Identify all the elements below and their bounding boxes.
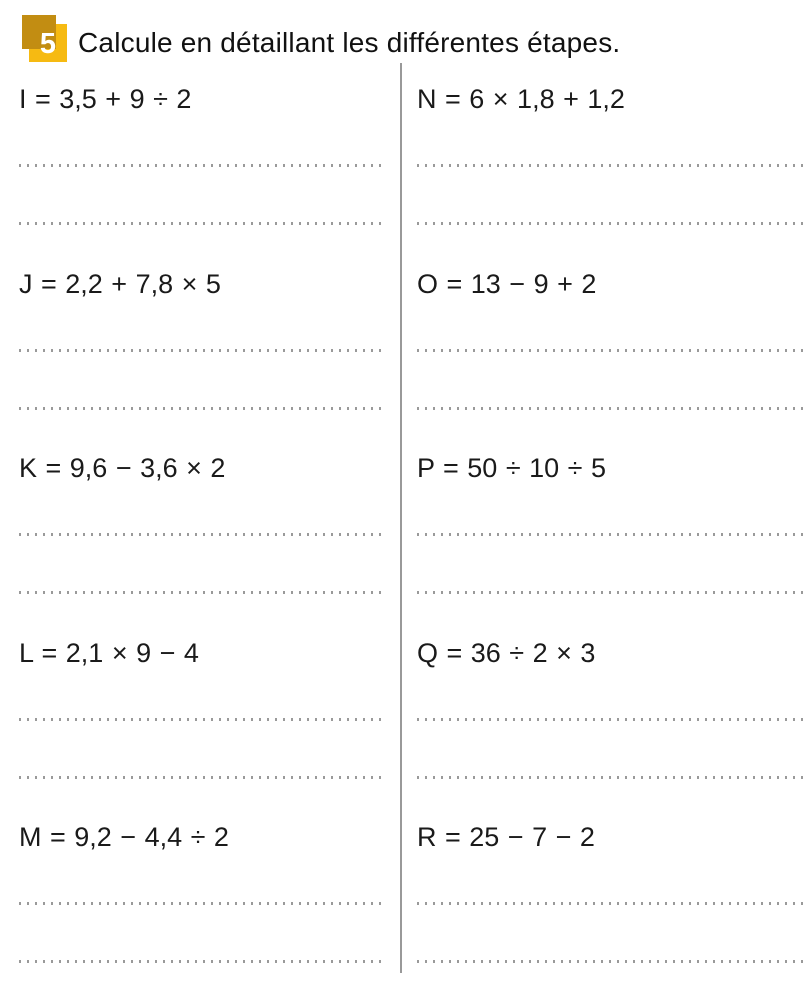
exercise-item-N [417, 70, 803, 255]
right-column [401, 70, 803, 993]
answer-line [19, 222, 386, 225]
expression-P: P = 50 ÷ 10 ÷ 5 [417, 453, 607, 484]
answer-line [19, 718, 386, 721]
expression-K: K = 9,6 − 3,6 × 2 [19, 453, 226, 484]
left-column [0, 70, 401, 993]
expression-Q: Q = 36 ÷ 2 × 3 [417, 637, 596, 668]
expression-M: M = 9,2 − 4,4 ÷ 2 [19, 822, 229, 853]
exercise-item-L [19, 624, 386, 809]
answer-line [417, 533, 803, 536]
answer-line [417, 902, 803, 905]
expression-J: J = 2,2 + 7,8 × 5 [19, 268, 221, 299]
exercise-number: 5 [39, 27, 57, 60]
answer-line [417, 718, 803, 721]
exercise-number-badge [29, 24, 67, 62]
expression-O: O = 13 − 9 + 2 [417, 268, 597, 299]
answer-line [19, 349, 386, 352]
expression-N: N = 6 × 1,8 + 1,2 [417, 84, 625, 114]
exercise-item-O [417, 255, 803, 440]
answer-line [19, 533, 386, 536]
exercise-item-I [19, 70, 386, 255]
answer-line [417, 222, 803, 225]
exercise-item-J [19, 255, 386, 440]
column-divider [400, 63, 402, 973]
exercise-item-K [19, 439, 386, 624]
answer-line [19, 902, 386, 905]
expression-I: I = 3,5 + 9 ÷ 2 [19, 84, 192, 114]
expression-L: L = 2,1 × 9 − 4 [19, 637, 199, 668]
exercise-item-Q [417, 624, 803, 809]
answer-line [19, 776, 386, 779]
answer-line [19, 164, 386, 167]
answer-line [417, 164, 803, 167]
answer-line [19, 407, 386, 410]
answer-line [417, 776, 803, 779]
exercise-item-P [417, 439, 803, 624]
exercise-instruction: Calcule en détaillant les différentes étapes. [78, 27, 621, 58]
exercise-item-M [19, 808, 386, 993]
answer-line [417, 591, 803, 594]
exercise-header [0, 0, 803, 70]
answer-line [19, 591, 386, 594]
answer-line [417, 960, 803, 963]
answer-line [417, 349, 803, 352]
expression-R: R = 25 − 7 − 2 [417, 822, 595, 853]
answer-line [417, 407, 803, 410]
answer-line [19, 960, 386, 963]
exercise-item-R [417, 808, 803, 993]
